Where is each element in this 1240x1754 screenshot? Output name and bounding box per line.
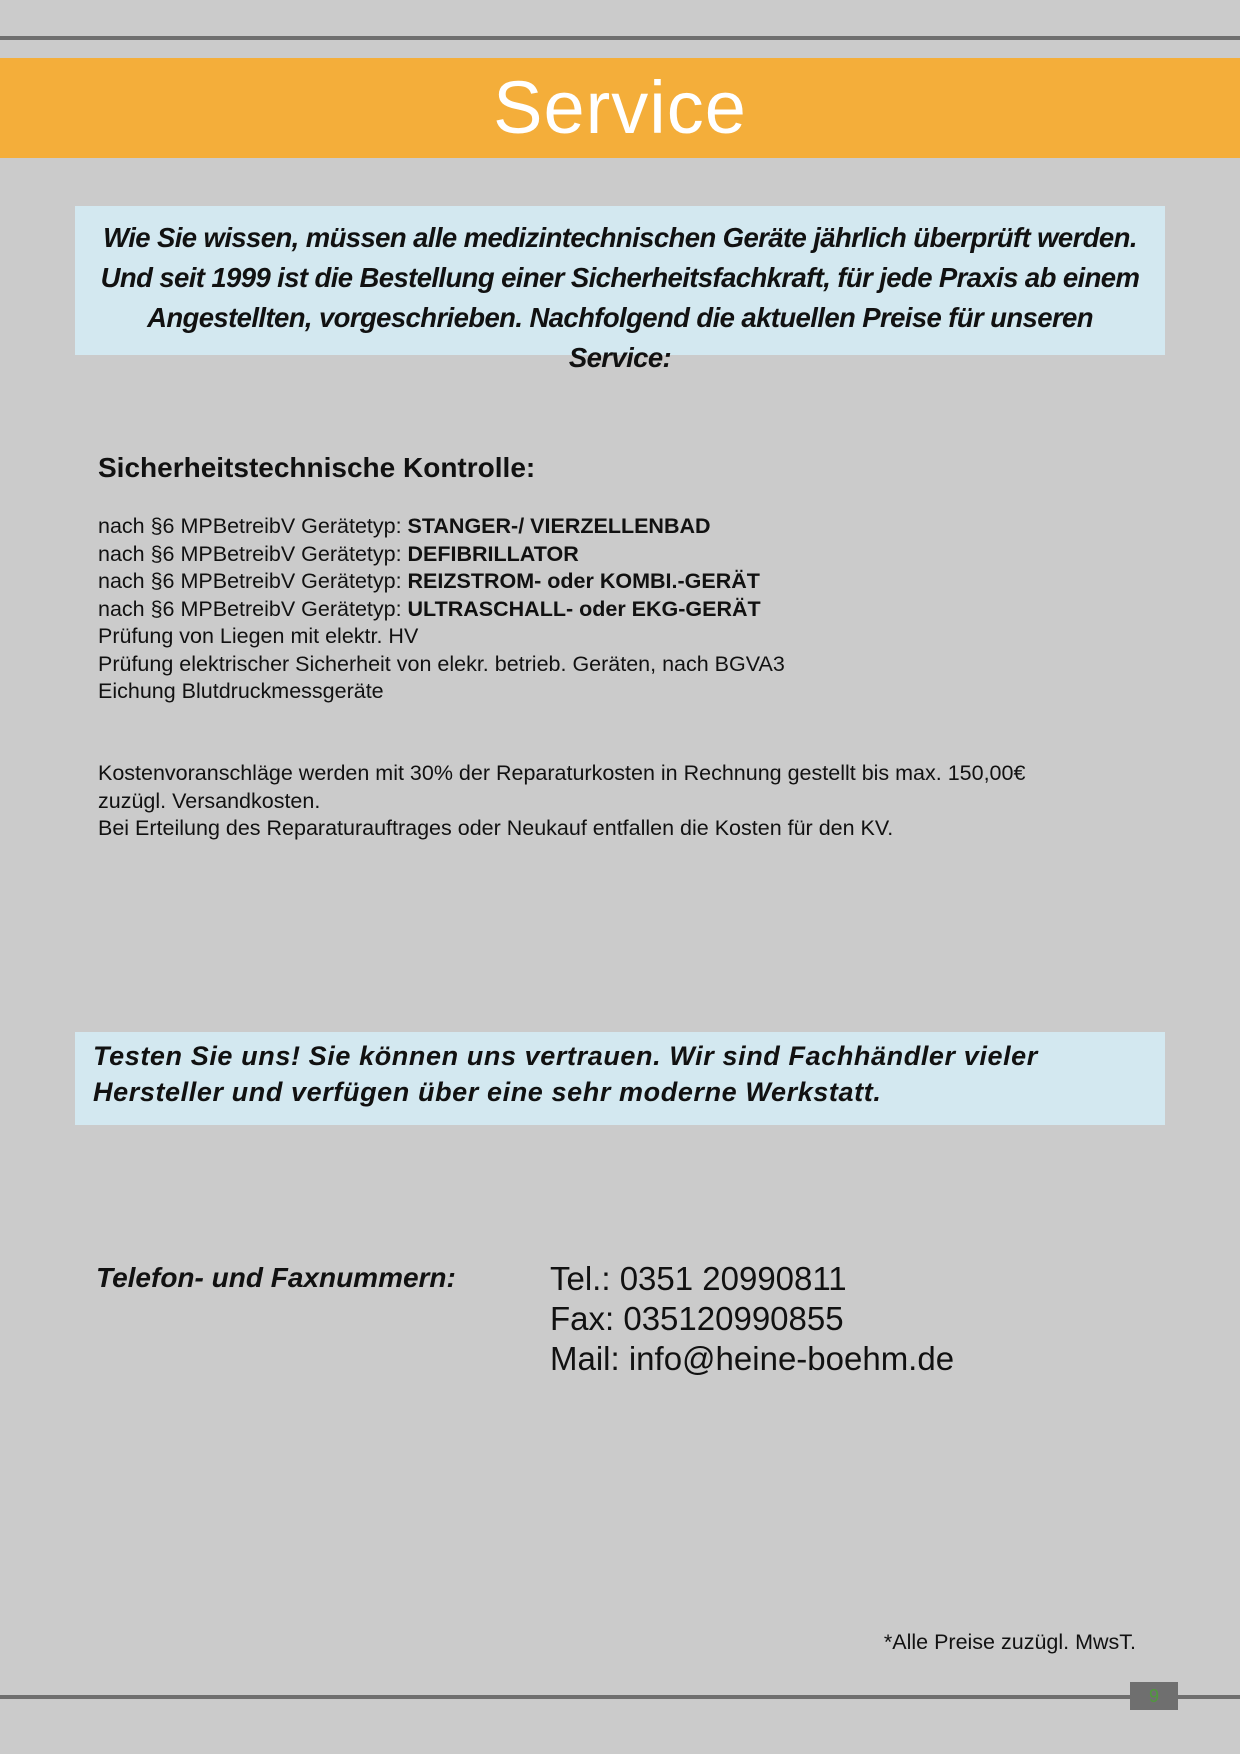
service-prefix: nach §6 MPBetreibV Gerätetyp: (98, 569, 408, 593)
trust-box (75, 1032, 1165, 1125)
trust-line: Testen Sie uns! Sie können uns vertrauen. Wir sind Fachhändler vieler (93, 1041, 1038, 1071)
service-text: Prüfung von Liegen mit elektr. HV (98, 624, 419, 648)
device-type: REIZSTROM- oder KOMBI.-GERÄT (407, 569, 760, 593)
service-item (98, 568, 1148, 596)
intro-line: Und seit 1999 ist die Bestellung einer Sicherheitsfachkraft, für jede Praxis ab einem (100, 262, 1140, 293)
service-item (98, 513, 1148, 541)
intro-box (75, 206, 1165, 373)
intro-line: Wie Sie wissen, müssen alle medizintechnischen Geräte jährlich überprüft werden. (103, 222, 1137, 253)
device-type: DEFIBRILLATOR (407, 541, 579, 566)
service-item (98, 541, 1148, 569)
service-text: Prüfung elektrischer Sicherheit von elekr. betrieb. Geräten, nach BGVA3 (98, 651, 785, 676)
cost-note-line: zuzügl. Versandkosten. (98, 788, 321, 813)
cost-note-line: Kostenvoranschläge werden mit 30% der Reparaturkosten in Rechnung gestellt bis max. 150,00€ (98, 761, 1026, 785)
page-title: Service (493, 66, 747, 149)
intro-line: Angestellten, vorgeschrieben. Nachfolgend die aktuellen Preise für unseren Service: (147, 302, 1093, 373)
cost-estimate-note (98, 760, 1118, 843)
cost-note-line: Bei Erteilung des Reparaturauftrages oder Neukauf entfallen die Kosten für den KV. (98, 816, 894, 840)
price-footnote: *Alle Preise zuzügl. MwsT. (883, 1630, 1136, 1654)
device-type: STANGER-/ VIERZELLENBAD (407, 514, 711, 538)
service-item (98, 678, 1148, 706)
service-prefix: nach §6 MPBetreibV Gerätetyp: (98, 514, 408, 538)
service-item (98, 651, 1148, 679)
contact-details (550, 1259, 954, 1379)
fax-number: Fax: 035120990855 (550, 1300, 844, 1337)
section-title: Sicherheitstechnische Kontrolle: (98, 452, 536, 483)
page-number: 9 (1130, 1682, 1178, 1710)
bottom-divider (0, 1695, 1240, 1699)
service-prefix: nach §6 MPBetreibV Gerätetyp: (98, 596, 408, 621)
email-address: Mail: info@heine-boehm.de (550, 1340, 955, 1377)
contact-label: Telefon- und Faxnummern: (96, 1262, 456, 1293)
phone-number: Tel.: 0351 20990811 (550, 1260, 847, 1297)
trust-line: Hersteller und verfügen über eine sehr moderne Werkstatt. (93, 1077, 882, 1107)
service-item (98, 623, 1148, 651)
service-item (98, 596, 1148, 624)
top-divider (0, 36, 1240, 40)
service-prefix: nach §6 MPBetreibV Gerätetyp: (98, 541, 408, 566)
service-list (98, 513, 1148, 706)
service-text: Eichung Blutdruckmessgeräte (98, 679, 384, 703)
device-type: ULTRASCHALL- oder EKG-GERÄT (407, 596, 761, 621)
header-banner (0, 58, 1240, 158)
